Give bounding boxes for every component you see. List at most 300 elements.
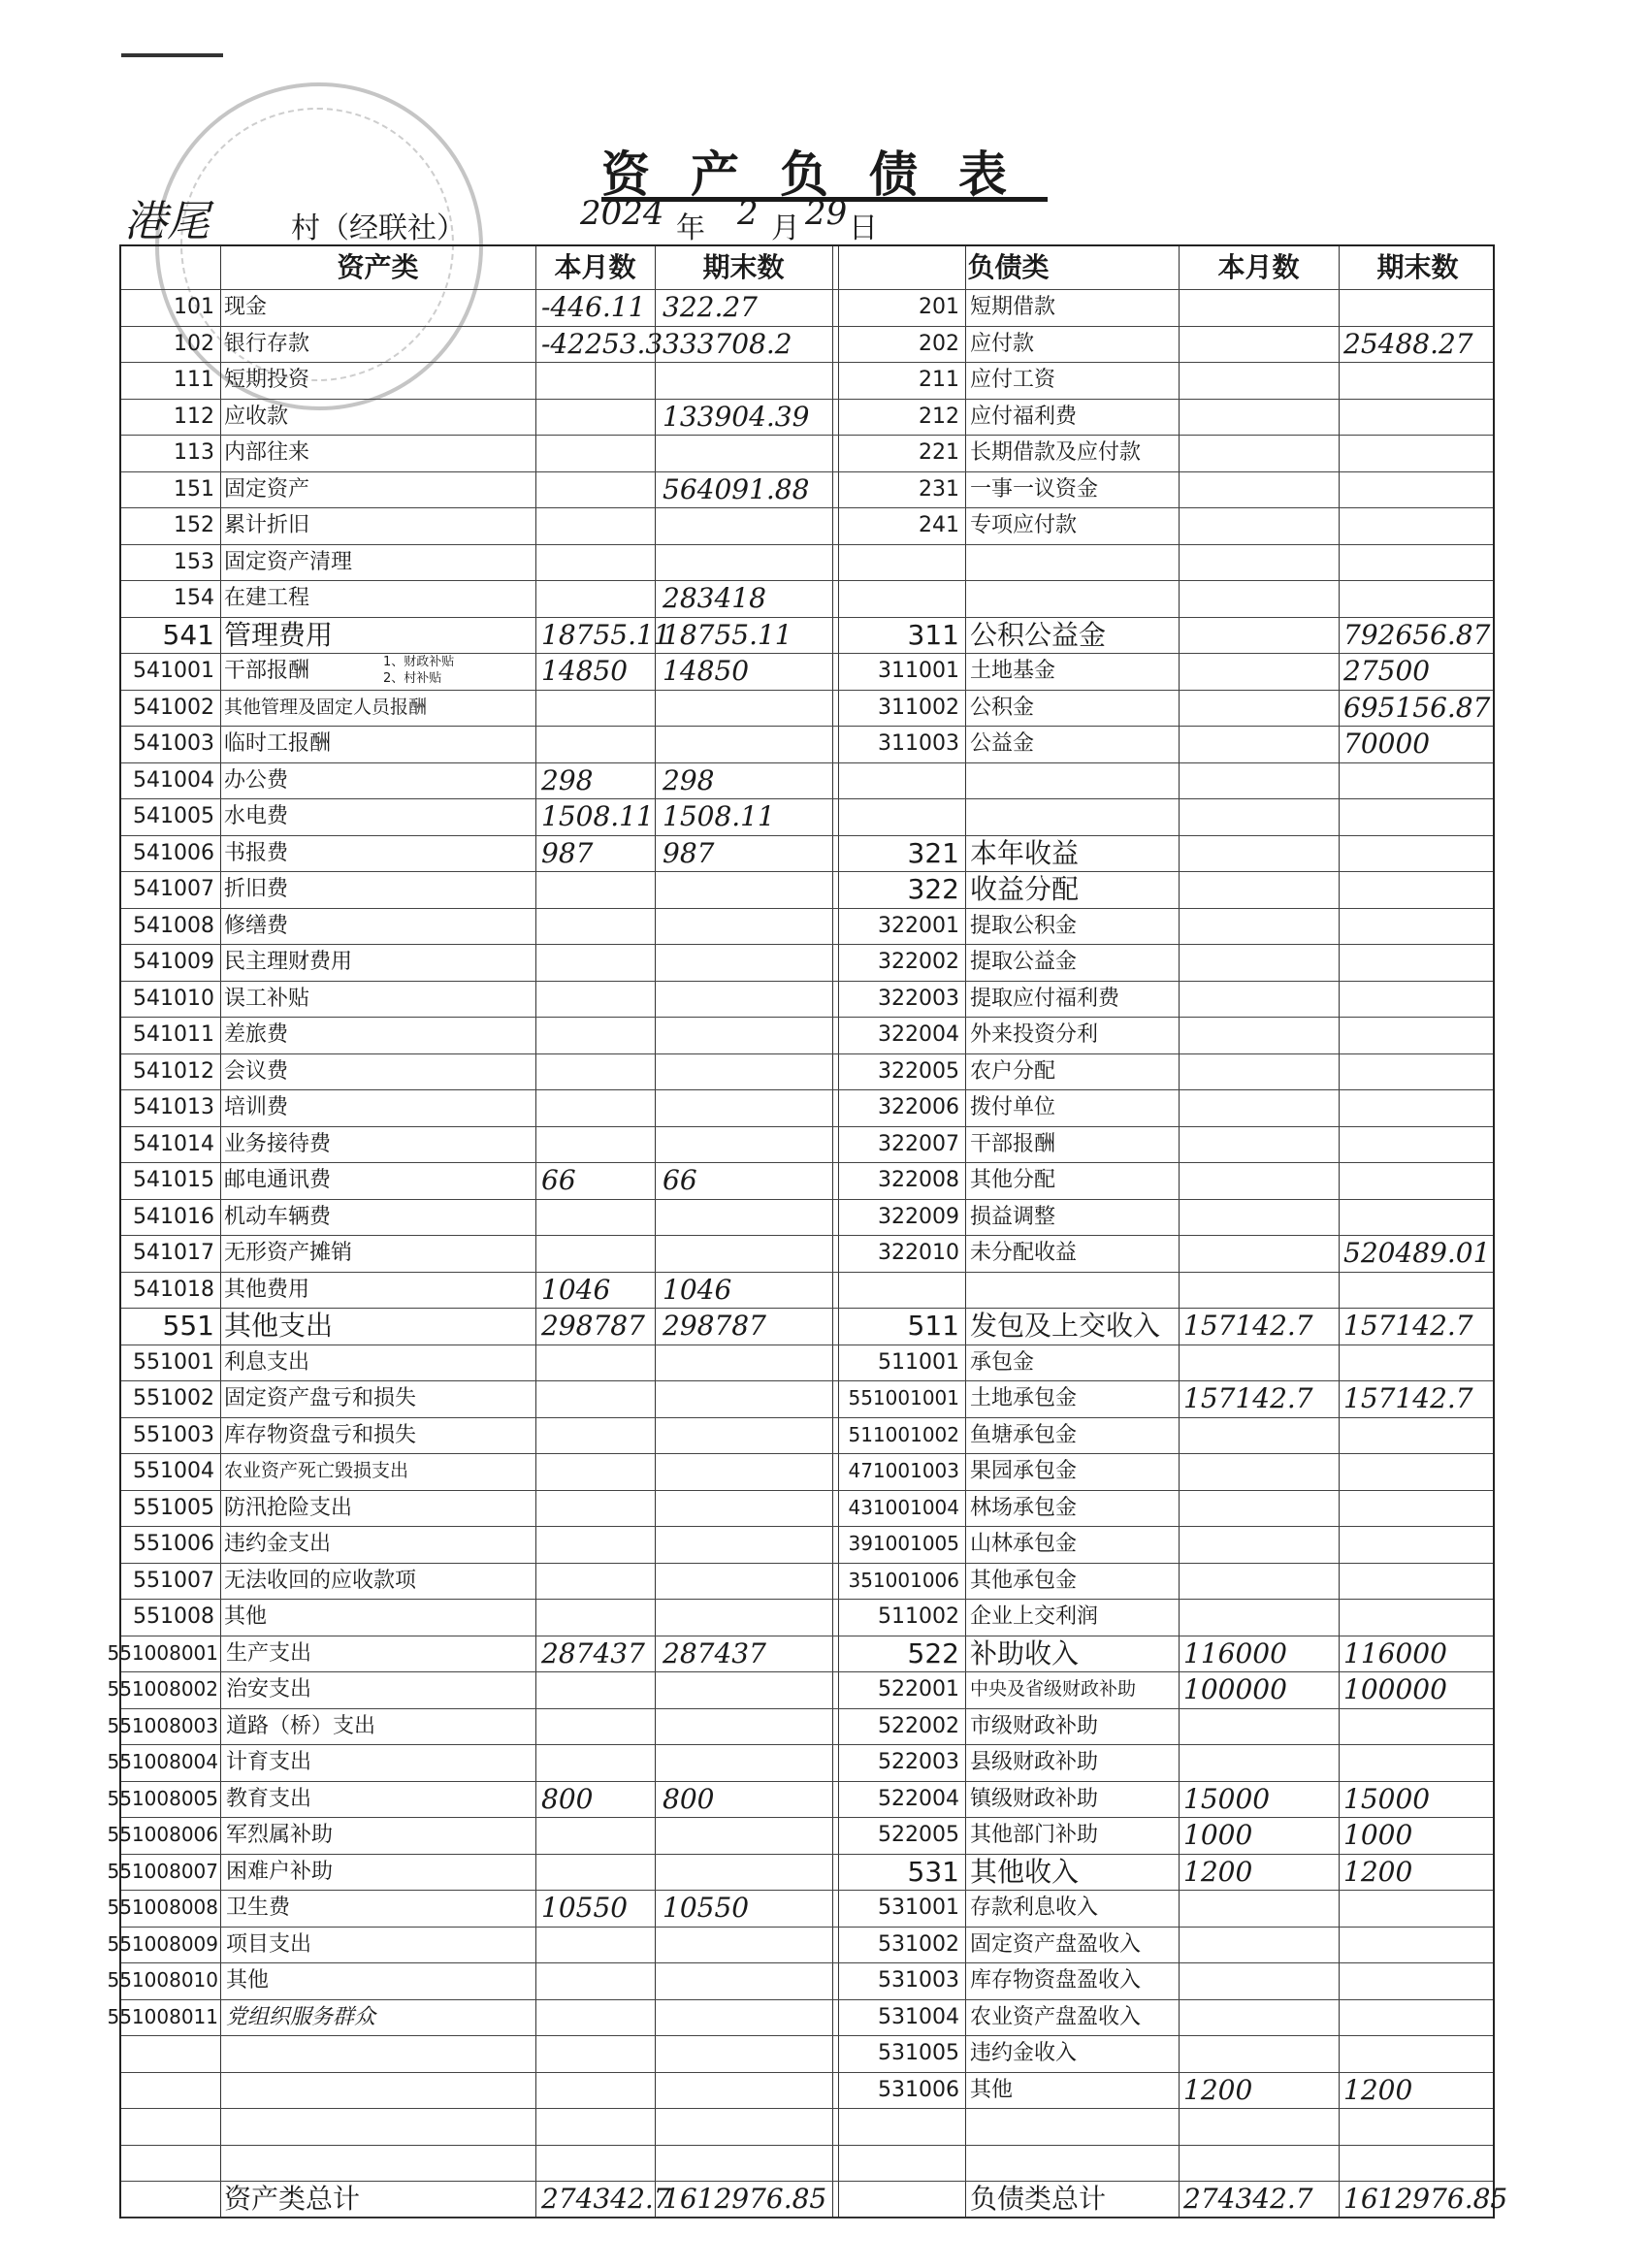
asset-code: 541009 <box>133 950 214 974</box>
asset-name: 书报费 <box>224 840 289 865</box>
asset-month-value: 298 <box>541 763 594 796</box>
asset-end-value <box>663 1235 832 1272</box>
liab-month-value <box>1183 835 1339 872</box>
liab-code <box>838 544 959 581</box>
asset-end-value: 800 <box>663 1782 715 1815</box>
table-row <box>121 981 1493 1019</box>
liab-code: 201 <box>919 295 959 319</box>
asset-end-value <box>663 1126 832 1163</box>
liab-month-value <box>1183 762 1339 799</box>
asset-code: 541007 <box>133 877 214 901</box>
asset-end-value: 1508.11 <box>663 800 775 832</box>
liab-code: 321 <box>907 836 959 869</box>
liab-code: 322007 <box>878 1131 959 1156</box>
liab-month-value <box>1183 1453 1339 1490</box>
liab-month-value: 1200 <box>1183 2073 1253 2106</box>
table-row <box>121 399 1493 437</box>
asset-code: 551008003 <box>107 1713 218 1737</box>
liab-name: 县级财政补助 <box>970 1750 1099 1774</box>
asset-code: 541003 <box>133 731 214 756</box>
liab-name: 提取公益金 <box>970 950 1078 974</box>
village-name: 港尾 <box>124 197 210 246</box>
asset-end-value: 333708.2 <box>663 327 792 360</box>
asset-code: 551008002 <box>107 1677 218 1701</box>
asset-month-value: 274342.7 <box>541 2183 671 2215</box>
table-row <box>121 944 1493 982</box>
liab-name: 应付工资 <box>970 368 1056 392</box>
liab-code: 522001 <box>878 1677 959 1701</box>
asset-name <box>224 2108 533 2145</box>
asset-month-value <box>541 1526 655 1563</box>
asset-code: 551007 <box>133 1568 214 1593</box>
asset-end-value: 564091.88 <box>663 472 810 505</box>
asset-end-value: 298 <box>663 763 715 796</box>
table-row <box>121 617 1493 655</box>
asset-end-value <box>663 435 832 471</box>
asset-name: 困难户补助 <box>226 1859 334 1884</box>
village-label: 村（经联社） <box>291 211 466 245</box>
liab-month-value <box>1183 326 1339 363</box>
asset-end-value <box>663 1599 832 1636</box>
liab-month-value <box>1183 1272 1339 1309</box>
liab-name: 存款利息收入 <box>970 1895 1099 1920</box>
asset-end-value: 14850 <box>663 655 750 687</box>
asset-month-value <box>541 1417 655 1454</box>
asset-end-value <box>663 908 832 945</box>
asset-code: 551008004 <box>107 1750 218 1773</box>
liab-month-value <box>1183 653 1339 690</box>
asset-month-value <box>541 1817 655 1854</box>
asset-month-value: 10550 <box>541 1892 629 1924</box>
liab-name <box>970 2145 1179 2182</box>
liab-code: 531004 <box>878 2004 959 2029</box>
liab-month-value <box>1183 1235 1339 1272</box>
liab-end-value <box>1343 1927 1497 1963</box>
asset-code: 551003 <box>133 1422 214 1447</box>
asset-month-value <box>541 2108 655 2145</box>
liab-end-value <box>1343 1708 1497 1745</box>
asset-code: 541012 <box>133 1058 214 1084</box>
table-row <box>107 1636 1493 1673</box>
asset-end-value <box>663 1345 832 1381</box>
table-header <box>121 246 1493 290</box>
liab-name: 收益分配 <box>970 873 1080 905</box>
liab-name: 一事一议资金 <box>970 476 1099 502</box>
liab-end-value <box>1343 1999 1497 2036</box>
table-row <box>121 2035 1493 2073</box>
liab-name: 土地基金 <box>970 659 1056 683</box>
header-asset-end: 期末数 <box>702 251 785 283</box>
asset-month-value: 800 <box>541 1782 594 1815</box>
asset-name: 库存物资盘亏和损失 <box>224 1422 417 1447</box>
liab-code: 522005 <box>878 1823 959 1847</box>
header-liabilities: 负债类 <box>967 251 1050 283</box>
liab-end-value <box>1343 2145 1497 2182</box>
liab-end-value <box>1343 871 1497 908</box>
asset-end-value: 18755.11 <box>663 618 792 651</box>
asset-end-value <box>663 507 832 544</box>
asset-name: 党组织服务群众 <box>226 2004 376 2029</box>
table-row <box>121 1053 1493 1091</box>
asset-name: 折旧费 <box>224 877 289 901</box>
liab-name: 固定资产盘盈收入 <box>970 1931 1142 1957</box>
asset-name: 生产支出 <box>226 1640 312 1666</box>
asset-name: 误工补贴 <box>224 986 310 1011</box>
asset-month-value <box>541 580 655 617</box>
asset-name: 教育支出 <box>226 1786 312 1811</box>
asset-name: 防汛抢险支出 <box>224 1495 353 1520</box>
liab-month-value: 1000 <box>1183 1819 1253 1851</box>
asset-month-value <box>541 1671 655 1708</box>
liab-name: 本年收益 <box>970 836 1080 869</box>
liab-month-value <box>1183 617 1339 654</box>
asset-month-value: 14850 <box>541 655 629 687</box>
asset-name: 邮电通讯费 <box>224 1168 332 1192</box>
asset-month-value: 66 <box>541 1164 576 1196</box>
asset-note-fiscal-subsidy: 1、财政补贴 <box>383 655 455 669</box>
asset-name: 计育支出 <box>226 1750 312 1774</box>
asset-name: 办公费 <box>224 767 289 793</box>
asset-code: 551008 <box>133 1604 214 1629</box>
asset-code: 152 <box>174 513 214 537</box>
asset-code: 154 <box>174 586 214 610</box>
liab-month-value <box>1183 1563 1339 1600</box>
table-row <box>107 1781 1493 1819</box>
liab-code: 531001 <box>878 1895 959 1920</box>
asset-month-value <box>541 1017 655 1053</box>
table-row <box>121 1199 1493 1237</box>
asset-month-value <box>541 2145 655 2182</box>
asset-month-value: 987 <box>541 836 594 869</box>
asset-end-value: 287437 <box>663 1636 766 1669</box>
date-day-label: 日 <box>849 211 878 245</box>
asset-month-value <box>541 507 655 544</box>
asset-name: 其他费用 <box>224 1277 310 1302</box>
liab-month-value <box>1183 1927 1339 1963</box>
liab-name: 公积金 <box>970 695 1035 720</box>
asset-end-value: 283418 <box>663 582 766 614</box>
liab-name: 其他 <box>970 2077 1014 2102</box>
asset-code: 541010 <box>133 986 214 1011</box>
asset-code: 541008 <box>133 913 214 938</box>
liab-name: 承包金 <box>970 1349 1035 1375</box>
liab-name: 应付款 <box>970 331 1035 356</box>
liab-code: 431001004 <box>848 1495 959 1519</box>
liab-end-value: 116000 <box>1343 1636 1447 1669</box>
asset-code: 551008010 <box>107 1968 218 1992</box>
asset-end-value: 10550 <box>663 1892 750 1924</box>
liab-code: 322 <box>907 873 959 905</box>
liab-end-value <box>1343 1453 1497 1490</box>
liab-end-value <box>1343 399 1497 436</box>
table-row <box>121 362 1493 400</box>
liab-end-value <box>1343 1199 1497 1236</box>
liab-name: 发包及上交收入 <box>970 1310 1161 1342</box>
table-row <box>121 2145 1493 2183</box>
liab-code <box>838 2145 959 2182</box>
liab-month-value <box>1183 435 1339 471</box>
liab-code: 322006 <box>878 1095 959 1119</box>
liab-code: 531 <box>907 1855 959 1888</box>
table-row <box>121 580 1493 618</box>
asset-month-value <box>541 726 655 762</box>
asset-name: 短期投资 <box>224 368 310 392</box>
liab-month-value <box>1183 1599 1339 1636</box>
liab-name: 林场承包金 <box>970 1495 1078 1520</box>
asset-end-value <box>663 690 832 727</box>
liab-month-value: 15000 <box>1183 1782 1271 1815</box>
table-row <box>121 871 1493 909</box>
asset-note-village-subsidy: 2、村补贴 <box>383 671 442 686</box>
liab-code: 221 <box>919 440 959 465</box>
liab-code: 322005 <box>878 1058 959 1084</box>
liab-name: 拨付单位 <box>970 1095 1056 1119</box>
asset-month-value: 298787 <box>541 1310 645 1342</box>
liab-name: 其他部门补助 <box>970 1823 1099 1847</box>
liab-month-value <box>1183 1162 1339 1199</box>
table-row <box>121 1235 1493 1273</box>
asset-month-value: -42253.3 <box>541 327 663 360</box>
liab-end-value: 792656.87 <box>1343 618 1491 651</box>
liab-code: 522 <box>907 1636 959 1669</box>
asset-end-value: 987 <box>663 836 715 869</box>
asset-end-value: 1046 <box>663 1273 732 1306</box>
asset-end-value: 66 <box>663 1164 697 1196</box>
liab-code: 311002 <box>878 695 959 720</box>
table-row <box>121 908 1493 946</box>
liab-end-value: 25488.27 <box>1343 327 1473 360</box>
liab-month-value <box>1183 690 1339 727</box>
liab-name: 企业上交利润 <box>970 1604 1099 1629</box>
date-year-label: 年 <box>676 211 705 245</box>
asset-code: 551008009 <box>107 1931 218 1956</box>
asset-code: 541017 <box>133 1241 214 1265</box>
asset-code: 541006 <box>133 840 214 865</box>
liab-end-value: 70000 <box>1343 728 1431 760</box>
liab-name: 干部报酬 <box>970 1131 1056 1156</box>
liab-month-value <box>1183 1999 1339 2036</box>
asset-month-value <box>541 1962 655 1999</box>
asset-code: 551005 <box>133 1495 214 1520</box>
liab-end-value: 1000 <box>1343 1819 1413 1851</box>
asset-name <box>224 2072 533 2109</box>
liab-name: 镇级财政补助 <box>970 1786 1099 1811</box>
asset-end-value <box>663 2035 832 2072</box>
asset-month-value <box>541 1999 655 2036</box>
asset-month-value <box>541 1708 655 1745</box>
asset-code: 541001 <box>133 659 214 683</box>
asset-name: 临时工报酬 <box>224 731 332 756</box>
liab-name: 其他分配 <box>970 1168 1056 1192</box>
asset-code: 541013 <box>133 1095 214 1119</box>
liab-end-value <box>1343 507 1497 544</box>
liab-month-value <box>1183 944 1339 981</box>
table-row <box>121 544 1493 582</box>
table-row <box>121 1089 1493 1127</box>
asset-code: 153 <box>174 549 214 574</box>
asset-end-value <box>663 1490 832 1527</box>
asset-code: 541 <box>162 618 214 651</box>
liab-end-value <box>1343 1563 1497 1600</box>
liab-code: 531002 <box>878 1931 959 1957</box>
asset-code: 551008001 <box>107 1640 218 1665</box>
scan-mark <box>121 53 223 57</box>
liab-code: 551001001 <box>848 1386 959 1409</box>
liab-month-value <box>1183 1744 1339 1781</box>
liab-month-value <box>1183 1526 1339 1563</box>
asset-month-value <box>541 944 655 981</box>
liab-name <box>970 762 1179 799</box>
liab-code: 531003 <box>878 1968 959 1993</box>
liab-name: 未分配收益 <box>970 1241 1078 1265</box>
liab-name: 其他收入 <box>970 1855 1080 1888</box>
header-assets: 资产类 <box>337 251 419 283</box>
liab-month-value <box>1183 798 1339 835</box>
liab-code: 311003 <box>878 731 959 756</box>
liab-name: 鱼塘承包金 <box>970 1422 1078 1447</box>
liab-month-value <box>1183 1962 1339 1999</box>
liab-end-value <box>1343 1053 1497 1090</box>
liab-code <box>838 1272 959 1309</box>
liab-end-value <box>1343 908 1497 945</box>
table-row <box>121 1308 1493 1345</box>
table-row <box>107 1671 1493 1709</box>
asset-end-value <box>663 1817 832 1854</box>
liab-code <box>838 762 959 799</box>
asset-month-value <box>541 1345 655 1381</box>
liab-code: 241 <box>919 513 959 537</box>
asset-name: 银行存款 <box>224 331 310 356</box>
liab-name: 短期借款 <box>970 295 1056 319</box>
liab-name: 公积公益金 <box>970 618 1107 651</box>
liab-end-value <box>1343 798 1497 835</box>
asset-month-value <box>541 1453 655 1490</box>
asset-name: 在建工程 <box>224 586 310 610</box>
asset-name: 卫生费 <box>226 1895 291 1920</box>
liab-name <box>970 580 1179 617</box>
liab-month-value <box>1183 471 1339 508</box>
asset-month-value <box>541 1599 655 1636</box>
liab-end-value <box>1343 1890 1497 1927</box>
liab-code <box>838 580 959 617</box>
date-year: 2024 <box>580 194 664 233</box>
asset-end-value <box>663 1854 832 1891</box>
asset-end-value <box>663 1526 832 1563</box>
asset-name: 固定资产清理 <box>224 549 353 574</box>
asset-end-value <box>663 1563 832 1600</box>
table-row <box>121 798 1493 836</box>
asset-name: 无形资产摊销 <box>224 1241 353 1265</box>
liab-code: 212 <box>919 404 959 429</box>
asset-code: 541015 <box>133 1168 214 1192</box>
liab-name <box>970 1272 1179 1309</box>
liab-end-value <box>1343 289 1497 326</box>
liab-code: 311001 <box>878 659 959 683</box>
header-liab-month: 本月数 <box>1217 251 1300 283</box>
asset-name: 业务接待费 <box>224 1131 332 1156</box>
liab-code: 322002 <box>878 950 959 974</box>
asset-name: 违约金支出 <box>224 1532 332 1556</box>
table-row <box>121 1490 1493 1528</box>
asset-end-value <box>663 1999 832 2036</box>
table-row <box>121 1126 1493 1164</box>
header-liab-end: 期末数 <box>1376 251 1459 283</box>
table-row <box>121 507 1493 545</box>
asset-name: 利息支出 <box>224 1349 310 1375</box>
liab-month-value <box>1183 544 1339 581</box>
asset-end-value <box>663 1017 832 1053</box>
asset-name: 培训费 <box>224 1095 289 1119</box>
liab-month-value: 100000 <box>1183 1673 1287 1705</box>
liab-month-value <box>1183 1417 1339 1454</box>
liab-code <box>838 798 959 835</box>
liab-end-value <box>1343 762 1497 799</box>
asset-name: 固定资产 <box>224 476 310 502</box>
table-row <box>121 1380 1493 1418</box>
asset-code: 551008005 <box>107 1786 218 1810</box>
asset-name: 固定资产盘亏和损失 <box>224 1386 417 1410</box>
header-asset-month: 本月数 <box>554 251 636 283</box>
liab-month-value <box>1183 507 1339 544</box>
liab-end-value: 520489.01 <box>1343 1237 1491 1269</box>
liab-code: 511001002 <box>848 1422 959 1446</box>
asset-name: 民主理财费用 <box>224 950 353 974</box>
asset-code: 112 <box>174 404 214 429</box>
liab-end-value <box>1343 2108 1497 2145</box>
liab-name: 其他承包金 <box>970 1568 1078 1593</box>
asset-month-value <box>541 1199 655 1236</box>
table-row <box>121 2108 1493 2146</box>
liab-end-value: 1200 <box>1343 2073 1413 2106</box>
asset-end-value <box>663 1380 832 1417</box>
asset-end-value <box>663 871 832 908</box>
asset-month-value <box>541 1563 655 1600</box>
liab-code: 522003 <box>878 1750 959 1774</box>
liab-code: 522002 <box>878 1713 959 1738</box>
liab-name: 土地承包金 <box>970 1386 1078 1410</box>
asset-month-value <box>541 435 655 471</box>
liab-name <box>970 544 1179 581</box>
liab-code <box>838 2181 959 2218</box>
asset-month-value: 1508.11 <box>541 800 654 832</box>
liab-end-value <box>1343 2035 1497 2072</box>
table-row <box>121 471 1493 509</box>
table-row <box>121 2072 1493 2110</box>
liab-code: 202 <box>919 331 959 356</box>
asset-name: 军烈属补助 <box>226 1823 334 1847</box>
liab-month-value <box>1183 399 1339 436</box>
asset-name: 其他支出 <box>224 1310 334 1342</box>
asset-code: 551008011 <box>107 2004 218 2028</box>
liab-end-value <box>1343 1744 1497 1781</box>
liab-code: 322009 <box>878 1204 959 1229</box>
liab-name: 公益金 <box>970 731 1035 756</box>
asset-name: 干部报酬 <box>224 659 310 683</box>
liab-month-value <box>1183 2035 1339 2072</box>
asset-code: 551008007 <box>107 1859 218 1883</box>
liab-end-value <box>1343 1345 1497 1381</box>
liab-code: 322004 <box>878 1022 959 1047</box>
liab-end-value <box>1343 544 1497 581</box>
liab-code: 391001005 <box>848 1532 959 1555</box>
date-month-label: 月 <box>771 211 800 245</box>
asset-month-value <box>541 1235 655 1272</box>
table-row <box>107 1927 1493 1964</box>
asset-code: 541002 <box>133 695 214 720</box>
date-day: 29 <box>805 194 848 233</box>
liab-month-value <box>1183 362 1339 399</box>
asset-code: 541014 <box>133 1131 214 1156</box>
